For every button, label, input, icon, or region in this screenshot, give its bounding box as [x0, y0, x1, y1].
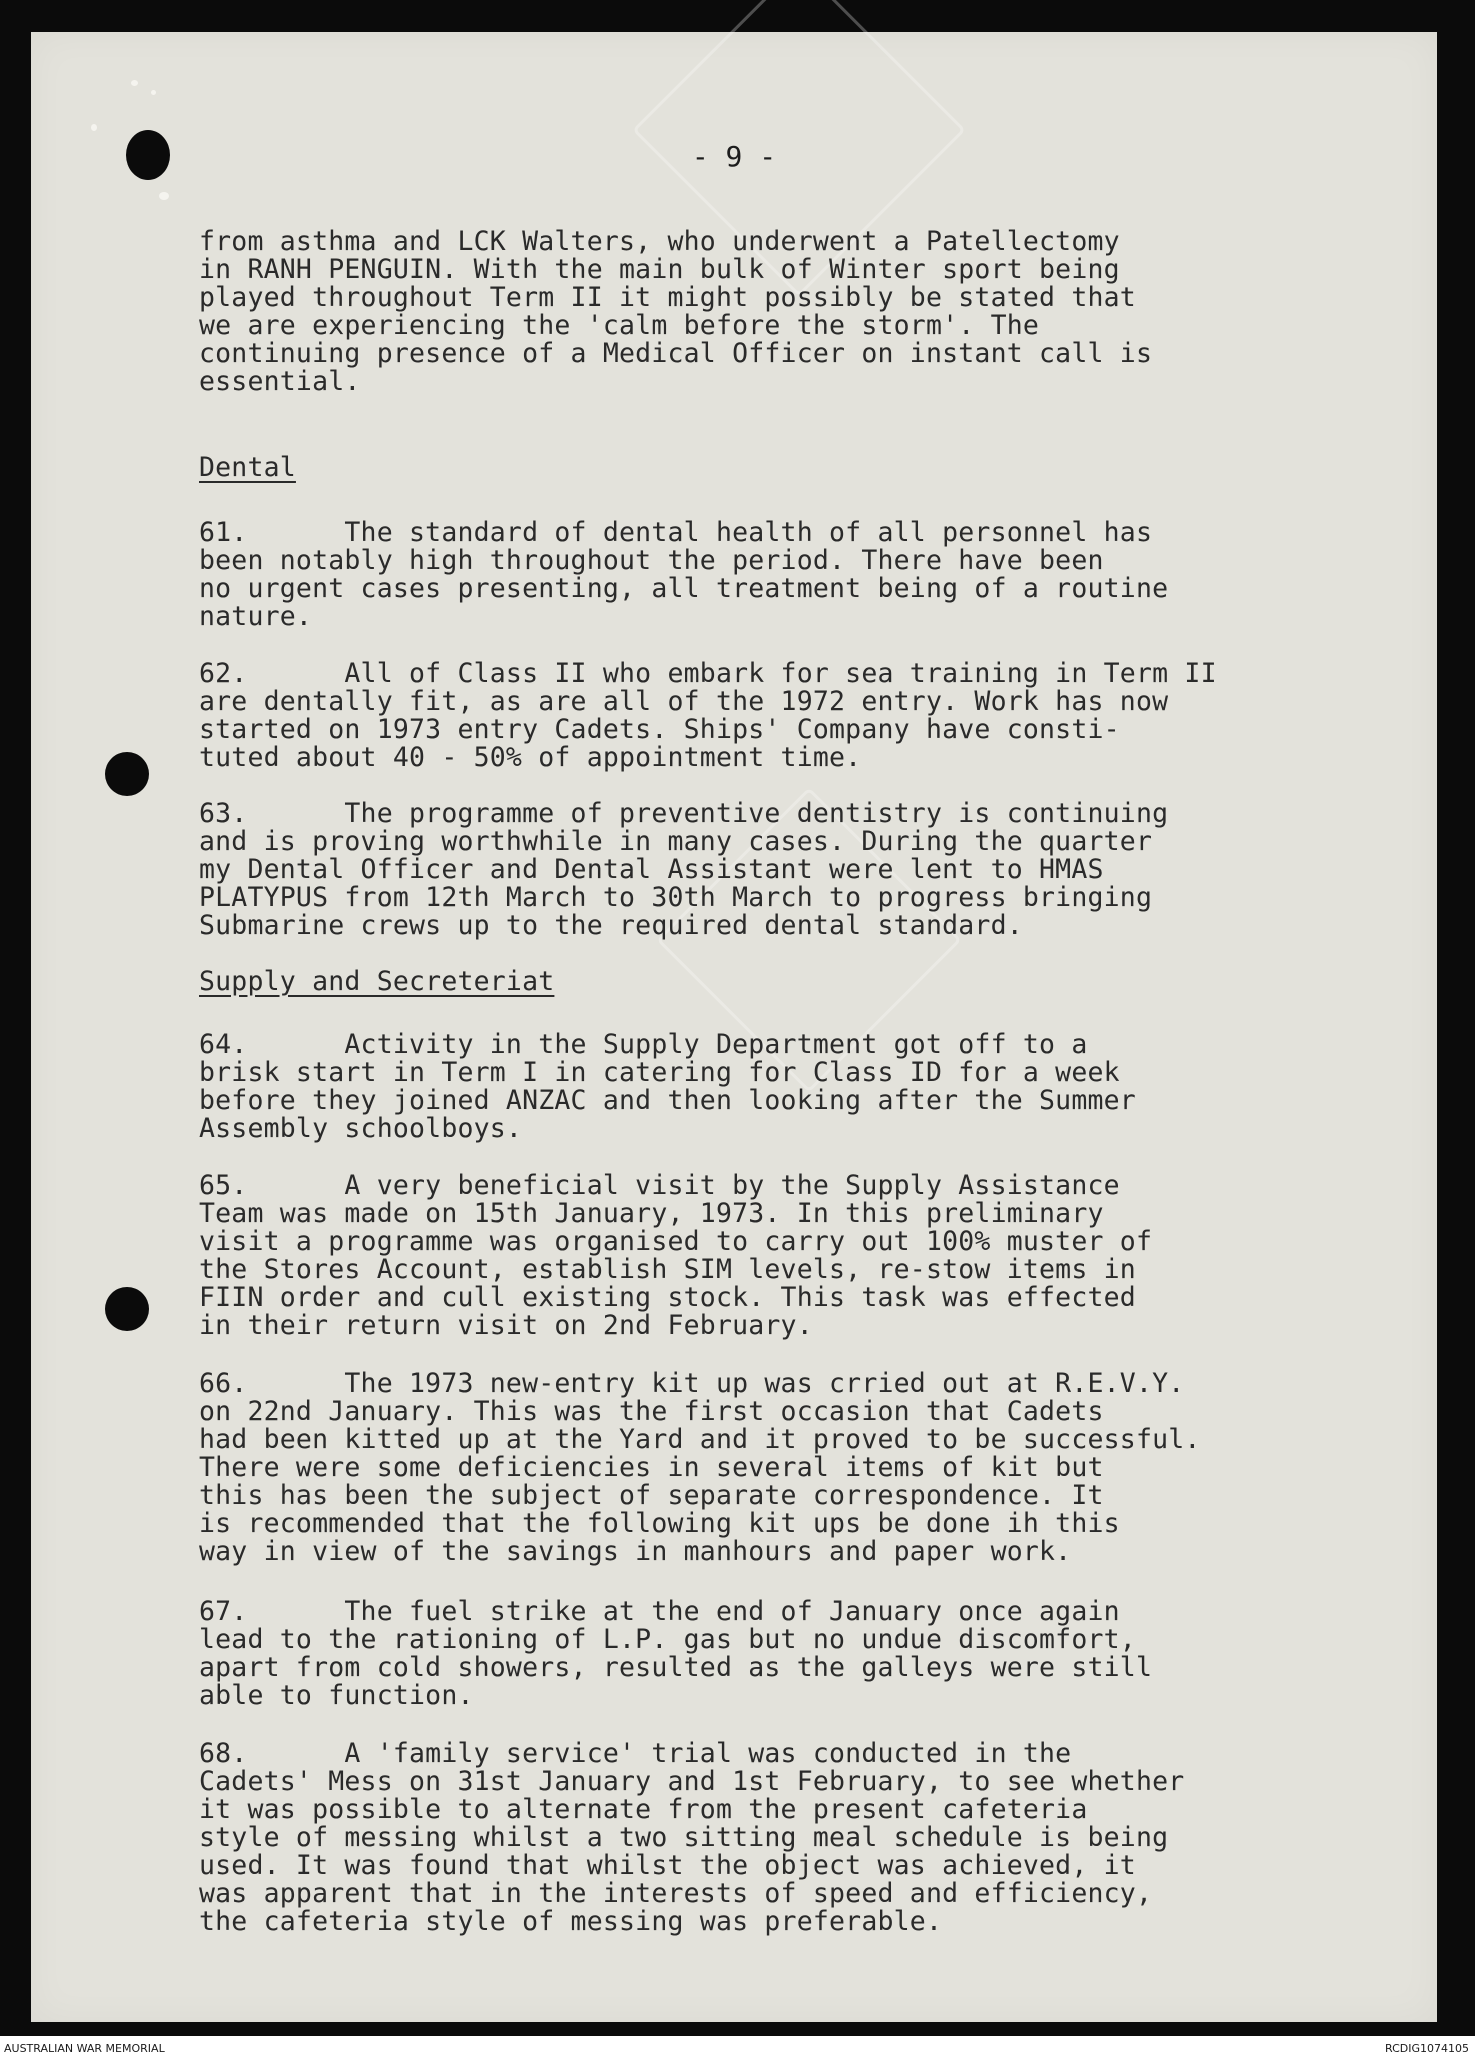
document-page: [31, 32, 1437, 2022]
heading-dental: Dental: [199, 452, 296, 483]
footer-bar: [0, 2036, 1475, 2061]
paragraph-continuation: from asthma and LCK Walters, who underwent a Patellectomy in RANH PENGUIN. With the main bulk of Winter sport being played throughout Term II it might possibly be stated that we are experiencing the 'calm before the storm'. The continuing presence of a Medical Officer on instant call is essential.: [199, 226, 1153, 397]
punch-hole: [105, 1287, 149, 1331]
paragraph-67: 67. The fuel strike at the end of January once again lead to the rationing of L.P. gas but no undue discomfort, apart from cold showers, resulted as the galleys were still able to function.: [199, 1596, 1153, 1711]
paper-speck: [91, 124, 97, 131]
paragraph-63: 63. The programme of preventive dentistry is continuing and is proving worthwhile in many cases. During the quarter my Dental Officer and Dental Assistant were lent to HMAS PLATYPUS from 12th March to 30th March to progress bringing Submarine crews up to the required dental standard.: [199, 798, 1169, 941]
paragraph-65: 65. A very beneficial visit by the Supply Assistance Team was made on 15th January, 1973. In this preliminary visit a programme was organised to carry out 100% muster of the Stores Account, establish SIM levels, re-stow items in FIIN order and cull existing stock. This task was effected in their return visit on 2nd February.: [199, 1170, 1153, 1341]
footer-institution: AUSTRALIAN WAR MEMORIAL: [4, 2042, 165, 2055]
paper-speck: [131, 80, 138, 86]
paragraph-64: 64. Activity in the Supply Department got off to a brisk start in Term I in catering for Class ID for a week before they joined ANZAC and then looking after the Summer Assembly schoolboys.: [199, 1029, 1136, 1144]
paragraph-61: 61. The standard of dental health of all personnel has been notably high throughout the period. There have been no urgent cases presenting, all treatment being of a routine nature.: [199, 517, 1169, 632]
page-number: - 9 -: [691, 140, 777, 173]
paragraph-62: 62. All of Class II who embark for sea training in Term II are dentally fit, as are all of the 1972 entry. Work has now started on 1973 entry Cadets. Ships' Company have consti- tuted about 40 - 50% of appointment time.: [199, 658, 1217, 773]
footer-record-id: RCDIG1074105: [1384, 2042, 1469, 2055]
paragraph-68: 68. A 'family service' trial was conducted in the Cadets' Mess on 31st January and 1st February, to see whether it was possible to alternate from the present cafeteria style of messing whilst a two sitting meal schedule is being used. It was found that whilst the object was achieved, it was apparent that in the interests of speed and efficiency, the cafeteria style of messing was preferable.: [199, 1738, 1185, 1937]
paper-speck: [151, 90, 156, 95]
paragraph-66: 66. The 1973 new-entry kit up was crried out at R.E.V.Y. on 22nd January. This was the first occasion that Cadets had been kitted up at the Yard and it proved to be successful. There were some deficiencies in several items of kit but this has been the subject of separate correspondence. It is recommended that the following kit ups be done ih this way in view of the savings in manhours and paper work.: [199, 1368, 1201, 1567]
body-text: [199, 226, 1329, 1937]
punch-hole: [105, 752, 149, 796]
heading-supply-and-secreteriat: Supply and Secreteriat: [199, 966, 555, 997]
paper-speck: [159, 192, 169, 200]
